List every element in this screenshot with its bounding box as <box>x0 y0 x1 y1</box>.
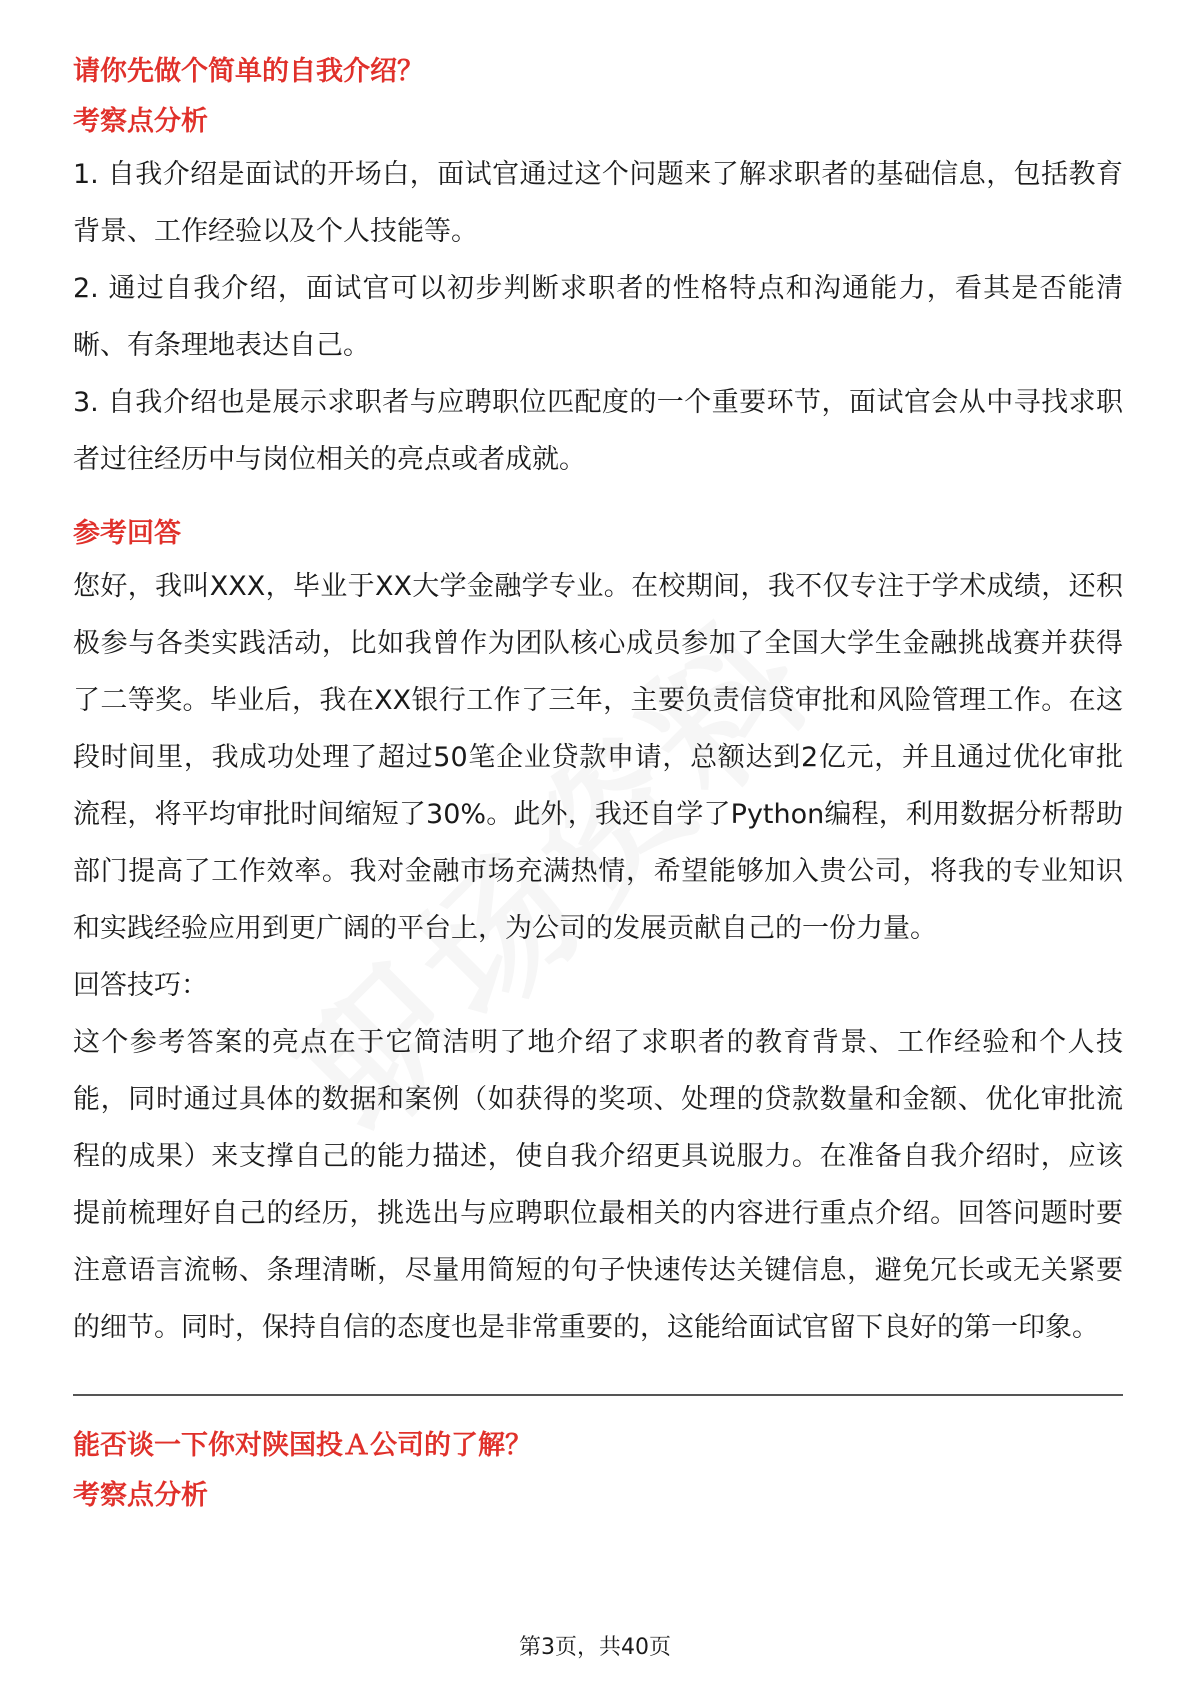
analysis-point: 2. 通过自我介绍，面试官可以初步判断求职者的性格特点和沟通能力，看其是否能清晰、有条理地表达自己。 <box>73 273 1123 361</box>
analysis-point: 1. 自我介绍是面试的开场白，面试官通过这个问题来了解求职者的基础信息，包括教育背景、工作经验以及个人技能等。 <box>73 159 1123 247</box>
question-title: 请你先做个简单的自我介绍？ <box>73 56 424 87</box>
analysis-heading: 考察点分析 <box>73 106 208 137</box>
document-page <box>73 52 1123 1520</box>
reference-answer: 您好，我叫XXX，毕业于XX大学金融学专业。在校期间，我不仅专注于学术成绩，还积极参与各类实践活动，比如我曾作为团队核心成员参加了全国大学生金融挑战赛并获得了二等奖。毕业后，我在XX银行工作了三年，主要负责信贷审批和风险管理工作。在这段时间里，我成功处理了超过50笔企业贷款申请，总额达到2亿元，并且通过优化审批流程，将平均审批时间缩短了30%。此外，我还自学了Python编程，利用数据分析帮助部门提高了工作效率。我对金融市场充满热情，希望能够加入贵公司，将我的专业知识和实践经验应用到更广阔的平台上，为公司的发展贡献自己的一份力量。 <box>73 571 1123 944</box>
tips-label: 回答技巧： <box>73 970 208 1001</box>
section-divider <box>73 1394 1123 1396</box>
reference-heading: 参考回答 <box>73 518 181 549</box>
analysis-point: 3. 自我介绍也是展示求职者与应聘职位匹配度的一个重要环节，面试官会从中寻找求职者过往经历中与岗位相关的亮点或者成就。 <box>73 387 1123 475</box>
page-number: 第3页，共40页 <box>519 1635 671 1660</box>
tips-text: 这个参考答案的亮点在于它简洁明了地介绍了求职者的教育背景、工作经验和个人技能，同时通过具体的数据和案例（如获得的奖项、处理的贷款数量和金额、优化审批流程的成果）来支撑自己的能力描述，使自我介绍更具说服力。在准备自我介绍时，应该提前梳理好自己的经历，挑选出与应聘职位最相关的内容进行重点介绍。回答问题时要注意语言流畅、条理清晰，尽量用简短的句子快速传达关键信息，避免冗长或无关紧要的细节。同时，保持自信的态度也是非常重要的，这能给面试官留下良好的第一印象。 <box>73 1027 1123 1343</box>
analysis-heading: 考察点分析 <box>73 1480 208 1511</box>
question-title: 能否谈一下你对陕国投Ａ公司的了解？ <box>73 1430 532 1461</box>
